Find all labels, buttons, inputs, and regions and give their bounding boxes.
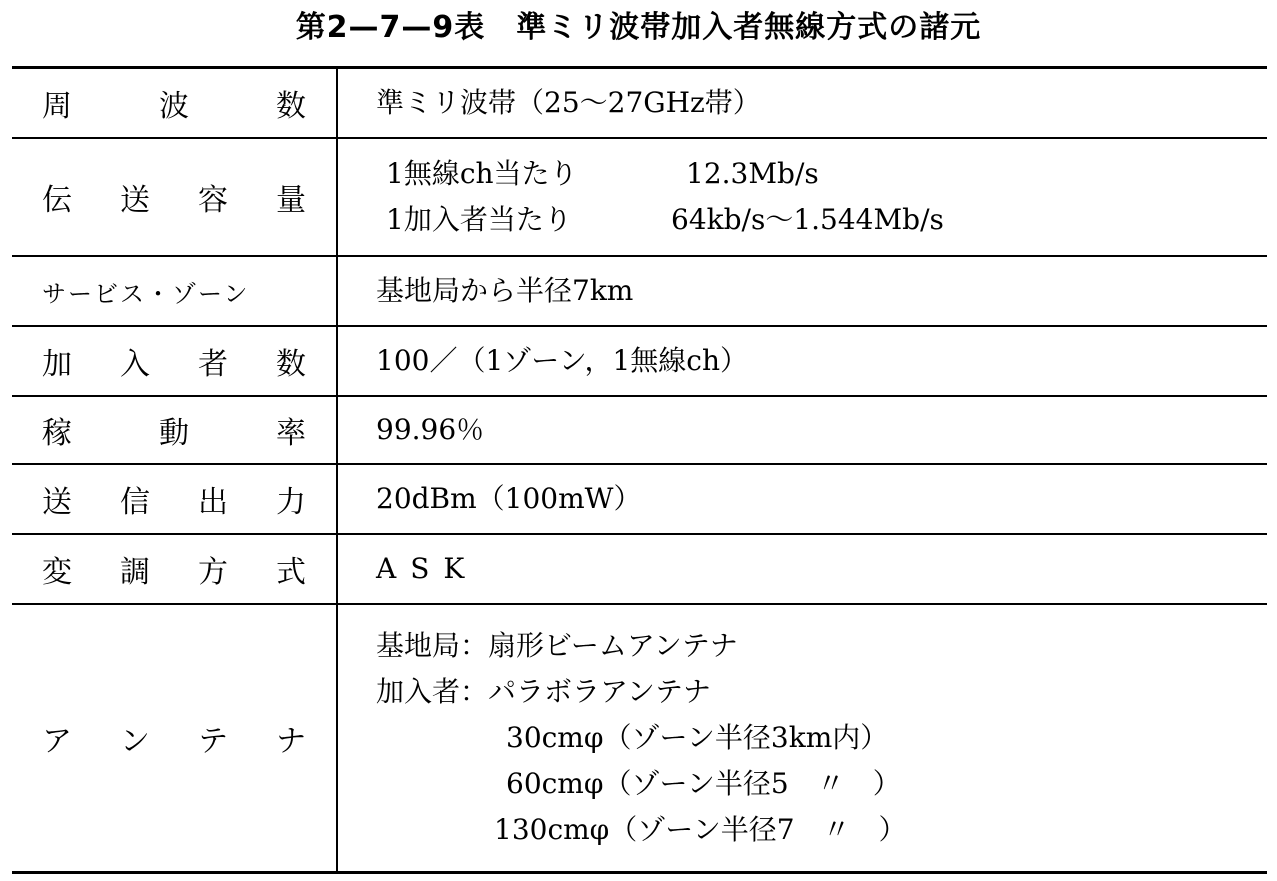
label-char: 量 [276,183,306,218]
row-label [12,327,338,395]
value-number: 64kb/s～1.544Mb/s [671,203,944,236]
spec-table [12,66,1267,874]
value-text: 100／（1ゾーン，1無線ch） [376,344,748,377]
row-label [12,397,338,463]
value-text: 加入者：パラボラアンテナ [376,675,711,708]
label-char: 入 [120,347,150,382]
label-char: 加 [42,347,72,382]
label-char: 出 [198,485,228,520]
label-char: テ [198,724,228,759]
row-value [338,605,1267,871]
value-text: 基地局から半径7km [376,274,634,307]
label-char: 伝 [42,183,72,218]
row-value [338,327,1267,395]
value-text: 準ミリ波帯（25～27GHz帯） [376,86,761,119]
row-value [338,535,1267,603]
row-label [12,605,338,871]
value-text: 基地局：扇形ビームアンテナ [376,629,738,662]
label-char: 送 [120,183,150,218]
value-key: 1加入者当たり [386,203,572,236]
row-value [338,257,1267,325]
row-value [338,397,1267,463]
value-text: ASK [376,552,479,585]
label-char: ア [42,724,72,759]
table-title: 第2—7—9表 準ミリ波帯加入者無線方式の諸元 [295,10,982,45]
value-text: 60cmφ（ゾーン半径5 〃 ） [506,767,901,800]
label-char: 方 [198,555,228,590]
row-value [338,69,1267,137]
row-label [12,139,338,255]
value-number: 12.3Mb/s [686,157,819,190]
value-text: 20dBm（100mW） [376,482,642,515]
label-char: 調 [120,555,150,590]
label-char: 送 [42,485,72,520]
table-row-frequency [12,69,1267,139]
value-key: 1無線ch当たり [386,157,578,190]
table-row-service-zone [12,257,1267,327]
label-char: 周 [42,89,72,124]
label-char: ン [120,724,150,759]
value-text: 30cmφ（ゾーン半径3km内） [506,721,889,754]
table-row-subscribers [12,327,1267,397]
table-row-modulation [12,535,1267,605]
row-label [12,465,338,533]
table-row-availability [12,397,1267,465]
table-row-antenna [12,605,1267,871]
value-line [376,151,1267,197]
row-label [12,69,338,137]
row-value [338,139,1267,255]
row-label [12,535,338,603]
label-char: 動 [159,416,189,451]
label-char: 変 [42,555,72,590]
label-char: 信 [120,485,150,520]
label-char: 容 [198,183,228,218]
label-char: 数 [276,89,306,124]
label-char: ナ [276,724,306,759]
label-char: 数 [276,347,306,382]
table-row-transmit-power [12,465,1267,535]
label-char: 式 [276,555,306,590]
value-line [376,197,1267,243]
value-text: 130cmφ（ゾーン半径7 〃 ） [494,813,907,846]
label-char: 力 [276,485,306,520]
row-label [12,257,338,325]
label-char: 稼 [42,416,72,451]
label-char: 者 [198,347,228,382]
table-row-capacity [12,139,1267,257]
value-text: 99.96％ [376,413,485,446]
label-char: 率 [276,416,306,451]
label-text: サービス・ゾーン [42,279,250,308]
label-char: 波 [159,89,189,124]
row-value [338,465,1267,533]
